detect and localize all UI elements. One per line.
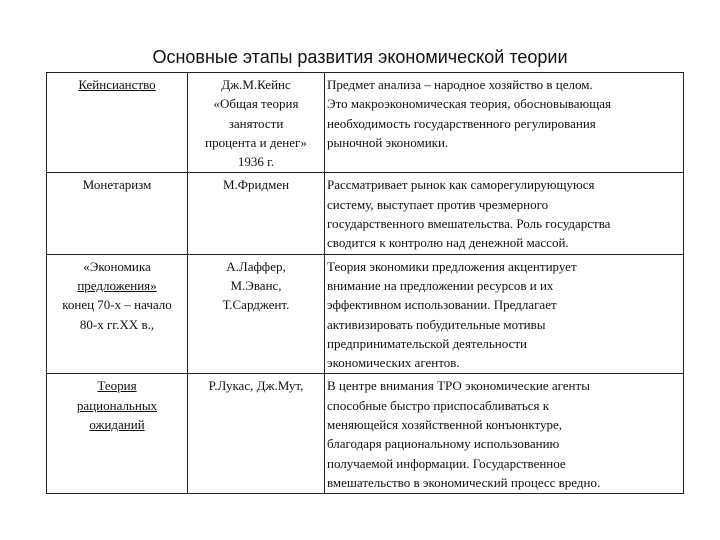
description-line: рыночной экономики.: [327, 134, 449, 150]
description-line: внимание на предложении ресурсов и их: [327, 277, 554, 293]
school-name: рациональных: [76, 397, 158, 413]
description-cell: [325, 374, 684, 494]
description-line: получаемой информации. Государственное: [327, 455, 566, 471]
school-cell: [47, 374, 188, 494]
author-line: М.Фридмен: [222, 177, 290, 193]
description-line: меняющейся хозяйственной конъюнктуре,: [327, 417, 563, 433]
author-line: 1936 г.: [237, 154, 275, 170]
school-cell: [47, 254, 188, 374]
description-cell: [325, 254, 684, 374]
description-line: сводится к контролю над денежной массой.: [327, 235, 569, 251]
author-line: Дж.М.Кейнс: [221, 77, 291, 92]
table-row-keynesianism: [47, 73, 684, 173]
authors-cell: [188, 374, 325, 494]
authors-cell: [188, 73, 325, 173]
description-line: Теория экономики предложения акцентирует: [327, 258, 577, 274]
description-line: Рассматривает рынок как саморегулирующуюся: [327, 177, 595, 193]
authors-cell: [188, 254, 325, 374]
school-cell: [47, 173, 188, 254]
school-name: Кейнсианство: [78, 77, 156, 92]
description-line: Это макроэкономическая теория, обосновывающая: [327, 96, 612, 112]
description-line: государственного вмешательства. Роль государства: [327, 216, 611, 232]
page-title: Основные этапы развития экономической теории: [152, 47, 568, 67]
description-line: вмешательство в экономический процесс вредно.: [327, 474, 601, 490]
author-line: Т.Сарджент.: [222, 297, 290, 313]
author-line: Р.Лукас, Дж.Мут,: [208, 378, 304, 394]
description-cell: [325, 173, 684, 254]
school-name: Теория: [97, 378, 137, 394]
school-name: предложения»: [77, 277, 157, 293]
description-line: активизировать побудительные мотивы: [327, 316, 546, 332]
description-line: В центре внимания ТРО экономические агенты: [327, 378, 590, 394]
table-row-monetarism: [47, 173, 684, 254]
school-period: 80-х гг.XX в.,: [79, 316, 155, 332]
school-name: ожиданий: [89, 417, 145, 433]
author-line: М.Эванс,: [230, 277, 282, 293]
description-line: Предмет анализа – народное хозяйство в целом.: [327, 77, 593, 92]
description-line: экономических агентов.: [327, 355, 460, 371]
author-line: А.Лаффер,: [226, 258, 286, 274]
description-line: способные быстро приспосабливаться к: [327, 397, 550, 413]
authors-cell: [188, 173, 325, 254]
school-cell: [47, 73, 188, 173]
author-line: занятости: [228, 115, 284, 131]
theory-table: [46, 72, 684, 494]
school-period: конец 70-х – начало: [62, 297, 172, 313]
description-line: эффективном использовании. Предлагает: [327, 297, 557, 313]
description-line: предпринимательской деятельности: [327, 335, 527, 351]
school-name: «Экономика: [83, 258, 151, 274]
school-name: Монетаризм: [82, 177, 152, 193]
description-cell: [325, 73, 684, 173]
description-line: систему, выступает против чрезмерного: [327, 196, 549, 212]
author-line: «Общая теория: [213, 96, 299, 112]
table-row-supply-side: [47, 254, 684, 374]
description-line: необходимость государственного регулирования: [327, 115, 596, 131]
table-row-rational-expectations: [47, 374, 684, 494]
description-line: благодаря рациональному использованию: [327, 436, 560, 452]
author-line: процента и денег»: [205, 134, 307, 150]
